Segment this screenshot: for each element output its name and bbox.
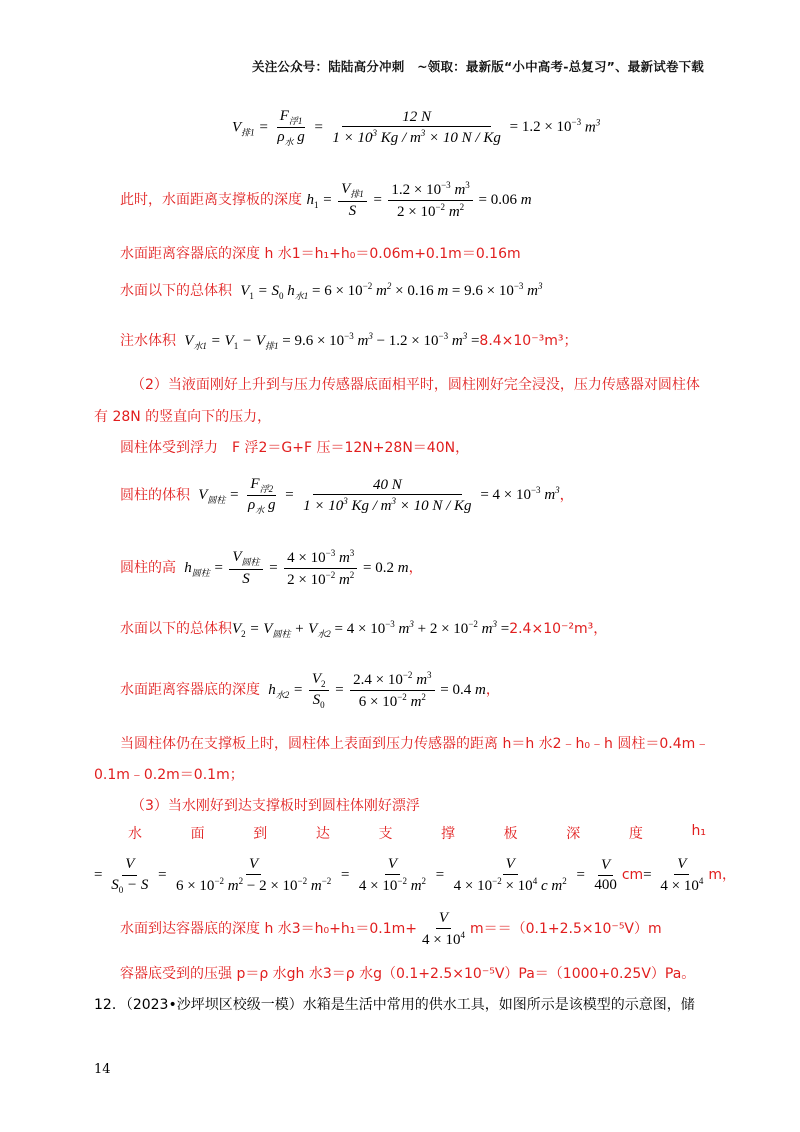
equation-depth-2: 水面距离容器底的深度 $h_{水2}$ = $\frac{V_2}{S_0}$ = $\frac{2.4 \times 10^{-2} m^3}{6 \times 10^{-2} m^2}$ = 0.4 m， xyxy=(120,670,500,711)
line-label: 水面距离容器底的深度 xyxy=(120,682,260,699)
equation-depth-3: 水面到达容器底的深度 h 水3＝h₀+h₁＝0.1m+ $\frac{V}{4 \times 10^4}$ m＝＝（0.1+2.5×10⁻⁵V）m xyxy=(120,910,662,949)
char: 板 xyxy=(503,826,518,842)
line-label: 圆柱的高 xyxy=(120,560,176,577)
line-label: 水面以下的总体积 xyxy=(120,283,232,299)
char: 面 xyxy=(190,826,205,842)
text-line-spread xyxy=(128,823,706,843)
text-line-part2: （2）当液面刚好上升到与压力传感器底面相平时，圆柱刚好完全浸没，压力传感器对圆柱体 xyxy=(131,377,700,393)
char: 到 xyxy=(253,826,268,842)
result-value: 2.4×10⁻²m³， xyxy=(509,621,608,637)
equation-cylinder-volume: 圆柱的体积 $V_{圆柱}$ = $\frac{F_{浮2}}{\rho_水 g}$ = $\frac{40 N}{1 \times 10^3 Kg / m^3 \times 10 N / Kg}$ = $4 \times 10^{-3}$ $m^3$， xyxy=(120,476,574,516)
text-line-distance-cont: 0.1m﹣0.2m＝0.1m； xyxy=(94,767,244,783)
text-line-pressure: 容器底受到的压强 p＝ρ 水gh 水3＝ρ 水g（0.1+2.5×10⁻⁵V）Pa＝（1000+0.25V）Pa。 xyxy=(120,966,696,982)
line-label: 注水体积 xyxy=(120,333,176,349)
char: 深 xyxy=(566,826,581,842)
line-label: 此时，水面距离支撑板的深度 xyxy=(120,192,302,209)
question-12-intro: 12．（2023•沙坪坝区校级一模）水箱是生活中常用的供水工具，如图所示是该模型的示意图，储 xyxy=(94,997,695,1013)
char: h₁ xyxy=(691,823,706,839)
char: 达 xyxy=(315,826,330,842)
text-line-depth-bottom: 水面距离容器底的深度 h 水1＝h₁+h₀＝0.06m+0.1m＝0.16m xyxy=(120,246,521,262)
page-number: 14 xyxy=(94,1062,111,1077)
equation-water-injected: 注水体积 $V_{水1} = V_1 - V_{排1} = 9.6 \times 10^{-3}$ $m^3 - 1.2 \times 10^{-3}$ $m^3 =8.4\times 10^{-3}m^3$； xyxy=(120,331,578,351)
text-line-distance: 当圆柱体仍在支撑板上时，圆柱体上表面到压力传感器的距离 h＝h 水2﹣h₀﹣h 圆柱＝0.4m﹣ xyxy=(120,736,710,752)
equation-total-volume-1: 水面以下的总体积 $V_1 = S_0$ $h_{水1} = 6 \times 10^{-2}$ $m^2 \times 0.16$ $m = 9.6 \times 10^{-3}$ $m^3$ xyxy=(120,281,543,301)
equation-cylinder-height: 圆柱的高 $h_{圆柱}$ = $\frac{V_{圆柱}}{S}$ = $\frac{4 \times 10^{-3} m^3}{2 \times 10^{-2} m^2}$ = 0.2 m， xyxy=(120,548,423,589)
equation-depth-support: 此时，水面距离支撑板的深度 $h_1$ = $\frac{V_{排1}}{S}$ = $\frac{1.2 \times 10^{-3} m^3}{2 \times 10^{-2} m^2}$ = 0.06 m xyxy=(120,180,532,221)
text-line-buoyancy: 圆柱体受到浮力 F 浮2＝G+F 压＝12N+28N＝40N， xyxy=(120,440,470,456)
text-line-part2-cont: 有 28N 的竖直向下的压力， xyxy=(94,409,272,425)
equation-v-displaced-1: $V_{排1}$ = $\frac{F_{浮1}}{\rho_水 g}$ = $\frac{12 N}{1 \times 10^3 Kg / m^3 \times 10 N / Kg}$ = $1.2 \times 10^{-3}$ $m^3$ xyxy=(232,108,601,148)
char: 支 xyxy=(378,826,393,842)
char: 度 xyxy=(628,826,643,842)
line-label: 水面到达容器底的深度 h 水3＝h₀+h₁＝0.1m+ xyxy=(120,921,418,938)
char: 水 xyxy=(128,826,142,842)
equation-depth-h1: = $\frac{V}{S_0 - S}$ = $\frac{V}{6 \times 10^{-2} m^2 - 2 \times 10^{-2} m^{-2}}$ = $\frac{V}{4 \times 10^{-2} m^2}$ = $\frac{V}{4 \times 10^{-2} \times 10^4 c m^2}$ = $\frac{V}{400}$ cm= $\frac{V}{4 \times 10^4}$ m， xyxy=(94,856,736,895)
equation-total-volume-2: 水面以下的总体积$V_2 = V_{圆柱} + V_{水2} = 4 \times 10^{-3}$ $m^3 + 2 \times 10^{-2}$ $m^3 =2.4\times 10^{-2}m^3$， xyxy=(120,619,608,639)
page-header: 关注公众号：陆陆高分冲刺 ~领取：最新版“小中高考-总复习”、最新试卷下载 xyxy=(252,59,704,74)
result-value: 8.4×10⁻³m³； xyxy=(479,333,578,349)
result-value: m＝＝（0.1+2.5×10⁻⁵V）m xyxy=(469,921,662,938)
text-line-part3: （3）当水刚好到达支撑板时到圆柱体刚好漂浮 xyxy=(131,798,420,814)
line-label: 圆柱的体积 xyxy=(120,487,190,504)
char: 撑 xyxy=(441,826,456,842)
line-label: 水面以下的总体积 xyxy=(120,621,232,637)
